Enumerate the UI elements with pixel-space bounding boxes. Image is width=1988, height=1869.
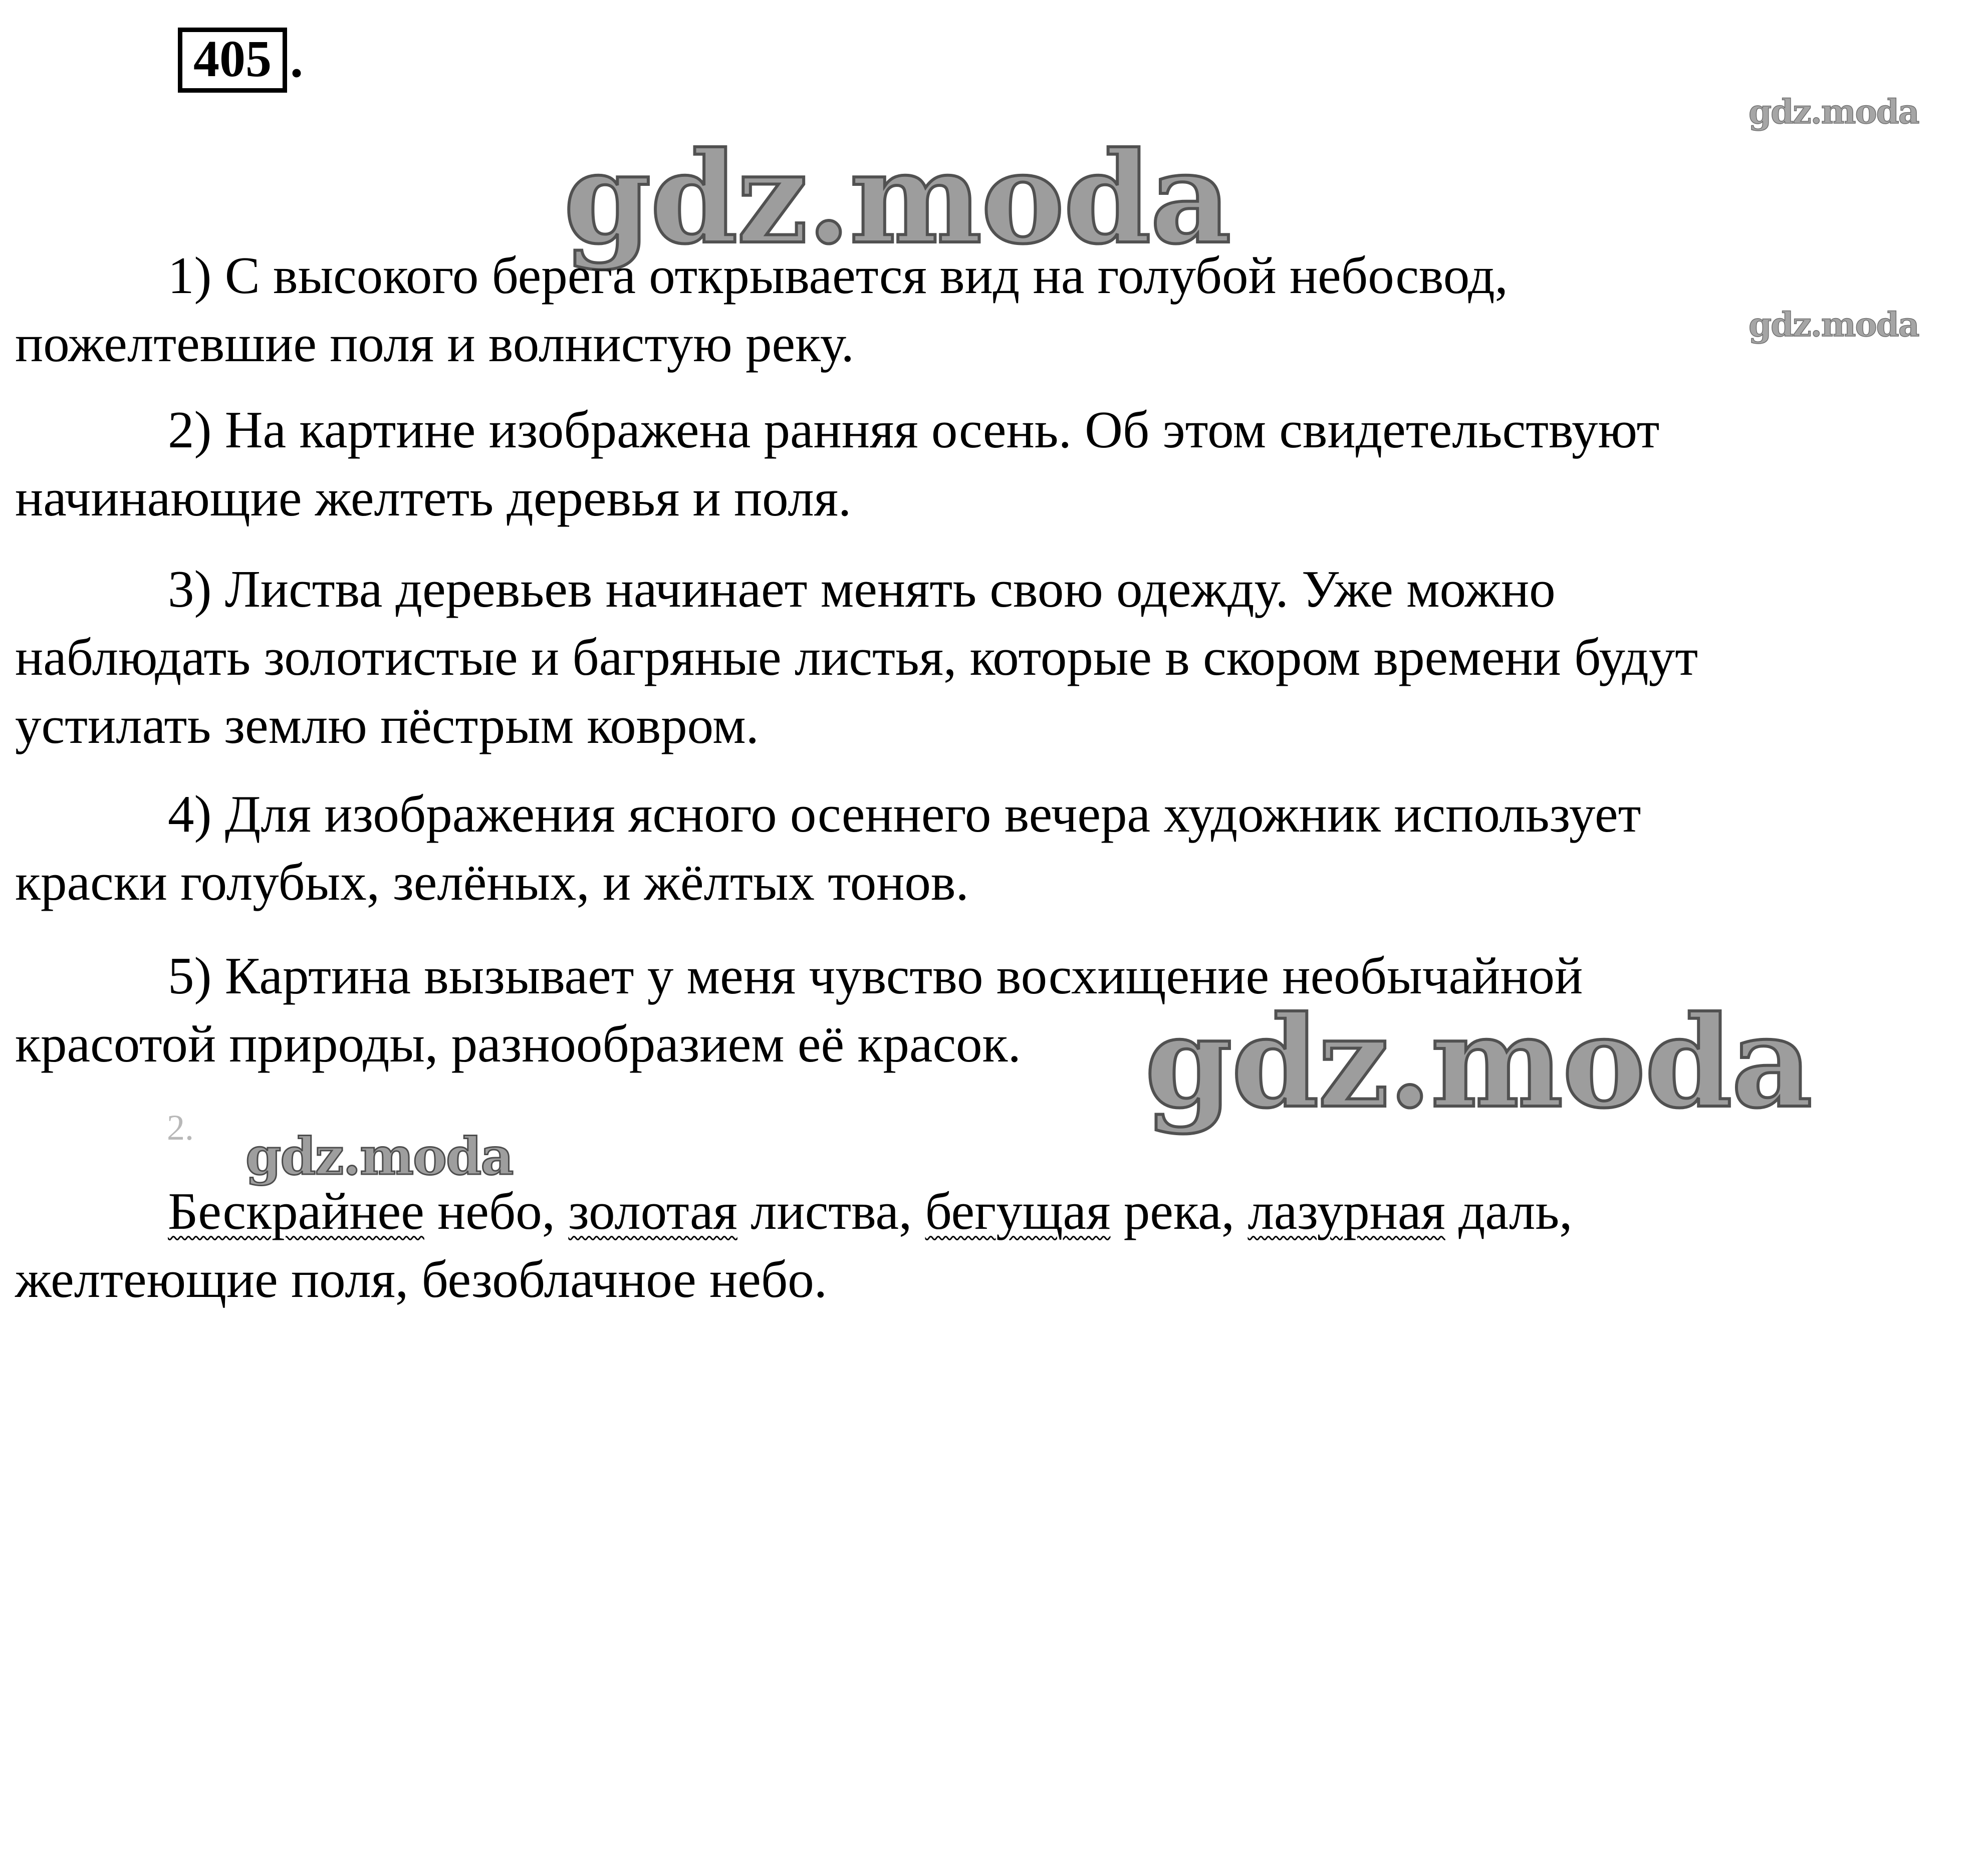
paragraph-line: 1) С высокого берега открывается вид на голубой небосвод, — [168, 246, 1508, 305]
paragraph-line: 3) Листва деревьев начинает менять свою одежду. Уже можно — [168, 560, 1556, 618]
paragraph-line: краски голубых, зелёных, и жёлтых тонов. — [15, 853, 969, 911]
watermark: gdz.moda — [1749, 92, 1919, 131]
paragraph-line: красотой природы, разнообразием её красок. — [15, 1014, 1021, 1073]
plain-text: листва, — [737, 1182, 925, 1240]
plain-text: небо, — [424, 1182, 569, 1240]
part-2-number: 2. — [167, 1108, 194, 1148]
paragraph-line: начинающие желтеть деревья и поля. — [15, 468, 852, 527]
paragraph-2 — [15, 396, 1959, 532]
exercise-number-box: 405 — [178, 28, 287, 93]
plain-text: река, — [1110, 1182, 1248, 1240]
exercise-number-dot: . — [290, 31, 303, 88]
watermark: gdz.moda — [245, 1127, 513, 1187]
paragraph-line: 5) Картина вызывает у меня чувство восхищение необычайной — [168, 946, 1583, 1005]
underlined-word: золотая — [568, 1182, 737, 1240]
part-2-line-2: желтеющие поля, безоблачное небо. — [15, 1250, 827, 1308]
underlined-word: Бескрайнее — [168, 1182, 424, 1240]
watermark: gdz.moda — [1749, 305, 1919, 344]
part-2-paragraph — [15, 1177, 1959, 1313]
paragraph-line: пожелтевшие поля и волнистую реку. — [15, 314, 854, 373]
paragraph-line: 2) На картине изображена ранняя осень. Об этом свидетельствуют — [168, 400, 1660, 459]
paragraph-3 — [15, 555, 1959, 759]
paragraph-4 — [15, 780, 1959, 916]
watermark: gdz.moda — [564, 124, 1230, 272]
watermark: gdz.moda — [1145, 988, 1812, 1136]
paragraph-line: 4) Для изображения ясного осеннего вечера художник использует — [168, 784, 1641, 843]
paragraph-line: устилать землю пёстрым ковром. — [15, 696, 759, 754]
underlined-word: бегущая — [925, 1182, 1111, 1240]
underlined-word: лазурная — [1248, 1182, 1445, 1240]
exercise-number — [178, 28, 303, 93]
paragraph-line: наблюдать золотистые и багряные листья, которые в скором времени будут — [15, 628, 1698, 686]
part-2-line-1 — [15, 1177, 1959, 1245]
plain-text: даль, — [1445, 1182, 1573, 1240]
